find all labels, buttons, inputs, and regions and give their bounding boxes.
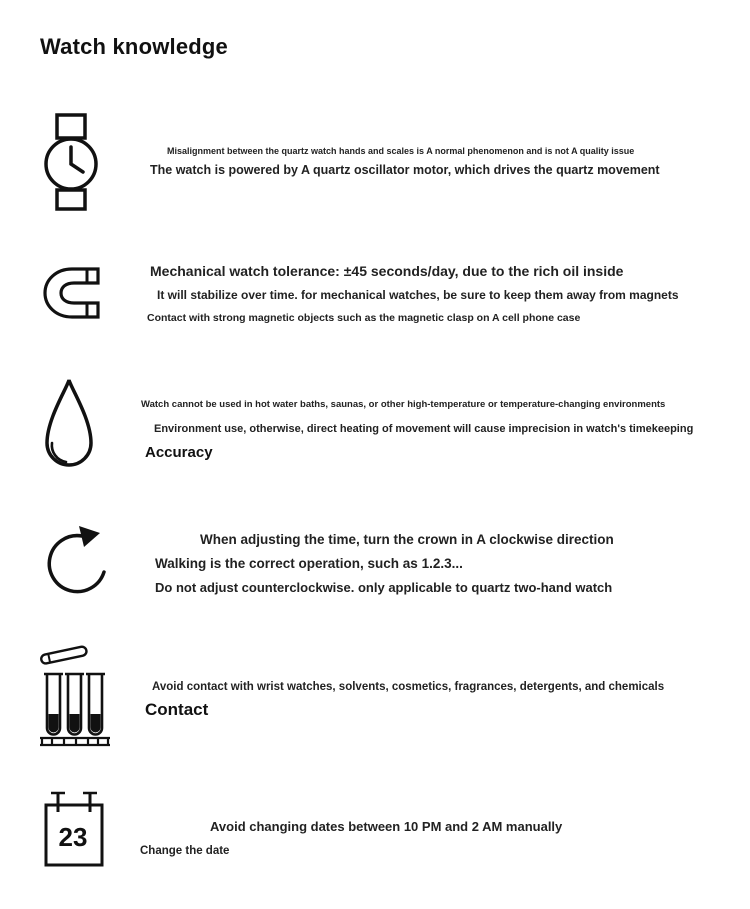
section-magnet-line-2: It will stabilize over time. for mechanical watches, be sure to keep them away from magnets: [157, 288, 679, 302]
wristwatch-icon: [42, 112, 100, 212]
section-date-line-2: Change the date: [140, 845, 230, 857]
section-contact-heading: Contact: [145, 700, 209, 719]
section-contact-line-1: Avoid contact with wrist watches, solvents, cosmetics, fragrances, detergents, and chemicals: [152, 681, 665, 693]
water-drop-icon: [40, 377, 98, 477]
section-magnet-line-3: Contact with strong magnetic objects such as the magnetic clasp on A cell phone case: [147, 312, 581, 324]
section-crown-line-2: Walking is the correct operation, such as 1.2.3...: [155, 556, 463, 571]
section-magnet-line-1: Mechanical watch tolerance: ±45 seconds/day, due to the rich oil inside: [150, 263, 624, 279]
section-accuracy-line-1: Watch cannot be used in hot water baths, saunas, or other high-temperature or temperature-changing environments: [141, 399, 666, 410]
test-tubes-icon: [38, 644, 112, 748]
section-quartz-line-1: Misalignment between the quartz watch hands and scales is A normal phenomenon and is not A quality issue: [167, 146, 635, 156]
calendar-icon: [40, 789, 108, 871]
clockwise-arrow-icon: [42, 522, 112, 602]
magnet-icon: [40, 264, 102, 322]
section-quartz-line-2: The watch is powered by A quartz oscillator motor, which drives the quartz movement: [150, 163, 660, 177]
section-accuracy-line-2: Environment use, otherwise, direct heating of movement will cause imprecision in watch's timekeeping: [154, 423, 694, 435]
section-accuracy-heading: Accuracy: [145, 444, 213, 461]
page-title: Watch knowledge: [40, 34, 228, 59]
section-date-line-1: Avoid changing dates between 10 PM and 2 AM manually: [210, 819, 563, 834]
section-crown-line-1: When adjusting the time, turn the crown in A clockwise direction: [200, 532, 614, 547]
section-crown-line-3: Do not adjust counterclockwise. only applicable to quartz two-hand watch: [155, 580, 613, 595]
calendar-day-number: 23: [58, 822, 88, 852]
